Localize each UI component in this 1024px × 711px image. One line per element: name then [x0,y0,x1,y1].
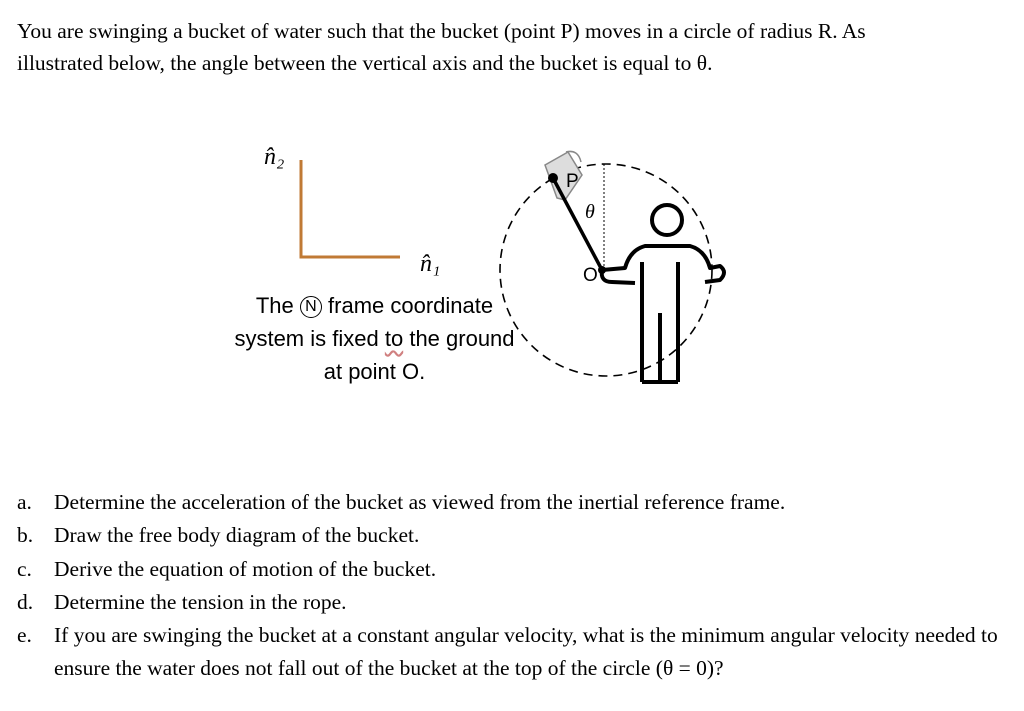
question-text: If you are swinging the bucket at a constant angular velocity, what is the minimum angular velocity needed to ensure the water does not fall out of the bucket at the top of the circle (θ = 0)? [54,623,998,681]
caption-text: The [255,293,294,318]
frame-caption [232,289,517,388]
question-text: Determine the tension in the rope. [54,589,347,614]
question-item [17,519,1017,552]
point-p-label: P [566,171,579,192]
question-marker: b. [17,523,34,548]
question-marker: e. [17,623,32,648]
caption-text: the ground at point O. [323,326,515,384]
question-text: Derive the equation of motion of the bucket. [54,556,437,581]
intro-line-2: illustrated below, the angle between the vertical axis and the bucket is equal to θ. [17,51,713,75]
n-frame-symbol: N [300,296,322,318]
intro-line-1: You are swinging a bucket of water such that the bucket (point P) moves in a circle of radius R. As [17,19,866,43]
point-o-label: O [583,265,598,286]
caption-text: frame coordinate system is fixed [234,293,494,351]
person-figure [602,205,724,382]
question-item [17,619,1017,686]
angle-theta-label: θ [585,201,595,223]
axis-n2-label: n̂₂ [264,144,285,170]
caption-text-underlined: to [384,326,404,351]
question-marker: c. [17,556,32,581]
axis-n1-label: n̂₁ [420,251,441,277]
question-list [17,486,1017,686]
question-item [17,553,1017,586]
point-p-dot [548,173,558,183]
question-text: Determine the acceleration of the bucket as viewed from the inertial reference frame. [54,490,786,514]
question-item [17,486,1017,519]
question-marker: a. [17,490,32,514]
question-item [17,586,1017,619]
question-marker: d. [17,589,34,614]
n-frame-axes [264,144,440,277]
question-text: Draw the free body diagram of the bucket. [54,523,420,548]
